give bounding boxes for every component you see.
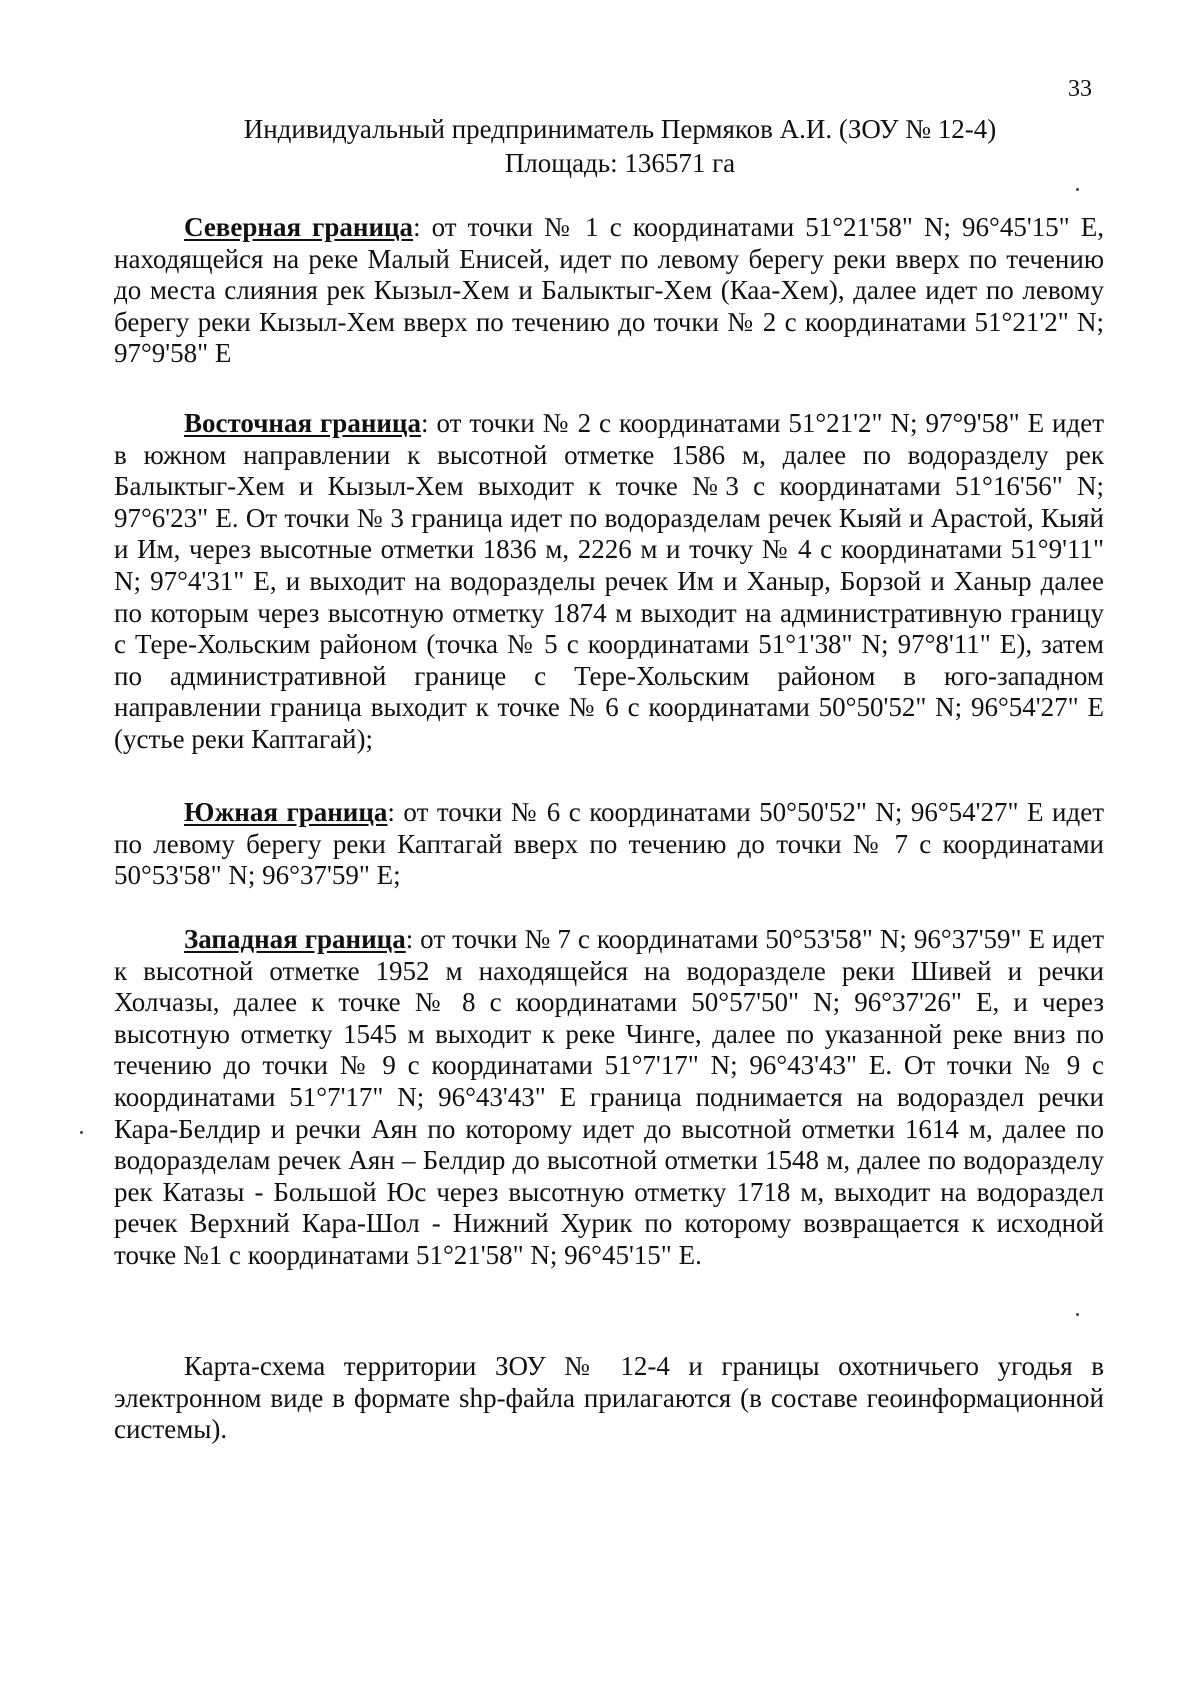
east-border-paragraph xyxy=(114,408,1104,756)
north-border-text: : от точки № 1 с координатами 51°21'58" N; 96°45'15" E, находящейся на реке Малый Енисей, идет по левому берегу реки вверх по течению до места слияния рек Кызыл-Хем и Балыктыг-Хем (Каа-Хем), далее идет по левому берегу реки Кызыл-Хем вверх по течению до точки № 2 с координатами 51°21'2" N; 97°9'58" E xyxy=(114,212,1104,369)
heading-title: Индивидуальный предприниматель Пермяков А.И. (ЗОУ № 12-4) xyxy=(243,114,997,144)
north-border-label: Северная граница xyxy=(184,212,414,242)
south-border-label: Южная граница xyxy=(184,797,388,827)
document-heading xyxy=(120,112,1120,180)
east-border-section xyxy=(114,408,1104,756)
scan-speck xyxy=(1076,188,1079,191)
north-border-paragraph xyxy=(114,212,1104,370)
south-border-section xyxy=(114,797,1104,892)
page-number: 33 xyxy=(1068,76,1092,102)
west-border-paragraph xyxy=(114,924,1104,1272)
south-border-paragraph xyxy=(114,797,1104,892)
scan-speck xyxy=(80,1131,83,1134)
south-border-text: : от точки № 6 с координатами 50°50'52" N; 96°54'27" E идет по левому берегу реки Каптагай вверх по течению до точки № 7 с координатами 50°53'58" N; 96°37'59" E; xyxy=(114,797,1104,891)
east-border-text: : от точки № 2 с координатами 51°21'2" N; 97°9'58" E идет в южном направлении к высотной отметке 1586 м, далее по водоразделу рек Балыктыг-Хем и Кызыл-Хем выходит к точке №3 с координатами 51°16'56" N; 97°6'23" E. От точки № 3 граница идет по водоразделам речек Кыяй и Арастой, Кыяй и Им, через высотные отметки 1836 м, 2226 м и точку № 4 с координатами 51°9'11" N; 97°4'31" E, и выходит на водоразделы речек Им и Ханыр, Борзой и Ханыр далее по которым через высотную отметку 1874 м выходит на административную границу с Тере-Хольским районом (точка № 5 с координатами 51°1'38" N; 97°8'11" E), затем по административной границе с Тере-Хольским районом в юго-западном направлении граница выходит к точке № 6 с координатами 50°50'52" N; 96°54'27" E (устье реки Каптагай); xyxy=(114,408,1104,754)
north-border-section xyxy=(114,212,1104,370)
west-border-label: Западная граница xyxy=(184,924,406,954)
heading-area: Площадь: 136571 га xyxy=(504,148,736,178)
scan-speck xyxy=(1076,1313,1079,1316)
east-border-label: Восточная граница xyxy=(184,408,421,438)
west-border-text: : от точки № 7 с координатами 50°53'58" N; 96°37'59" E идет к высотной отметке 1952 м находящейся на водоразделе реки Шивей и речки Холчазы, далее к точке № 8 с координатами 50°57'50" N; 96°37'26" E, и через высотную отметку 1545 м выходит к реке Чинге, далее по указанной реке вниз по течению до точки № 9 с координатами 51°7'17" N; 96°43'43" E. От точки № 9 с координатами 51°7'17" N; 96°43'43" E граница поднимается на водораздел речки Кара-Белдир и речки Аян по которому идет до высотной отметки 1614 м, далее по водоразделам речек Аян – Белдир до высотной отметки 1548 м, далее по водоразделу рек Катазы - Большой Юс через высотную отметку 1718 м, выходит на водораздел речек Верхний Кара-Шол - Нижний Хурик по которому возвращается к исходной точке №1 с координатами 51°21'58" N; 96°45'15" E. xyxy=(114,924,1104,1270)
map-note-paragraph: Карта-схема территории ЗОУ № 12-4 и границы охотничьего угодья в электронном виде в формате shp-файла прилагаются (в составе геоинформационной системы). xyxy=(114,1351,1104,1445)
west-border-section xyxy=(114,924,1104,1272)
map-note-section xyxy=(114,1351,1104,1446)
